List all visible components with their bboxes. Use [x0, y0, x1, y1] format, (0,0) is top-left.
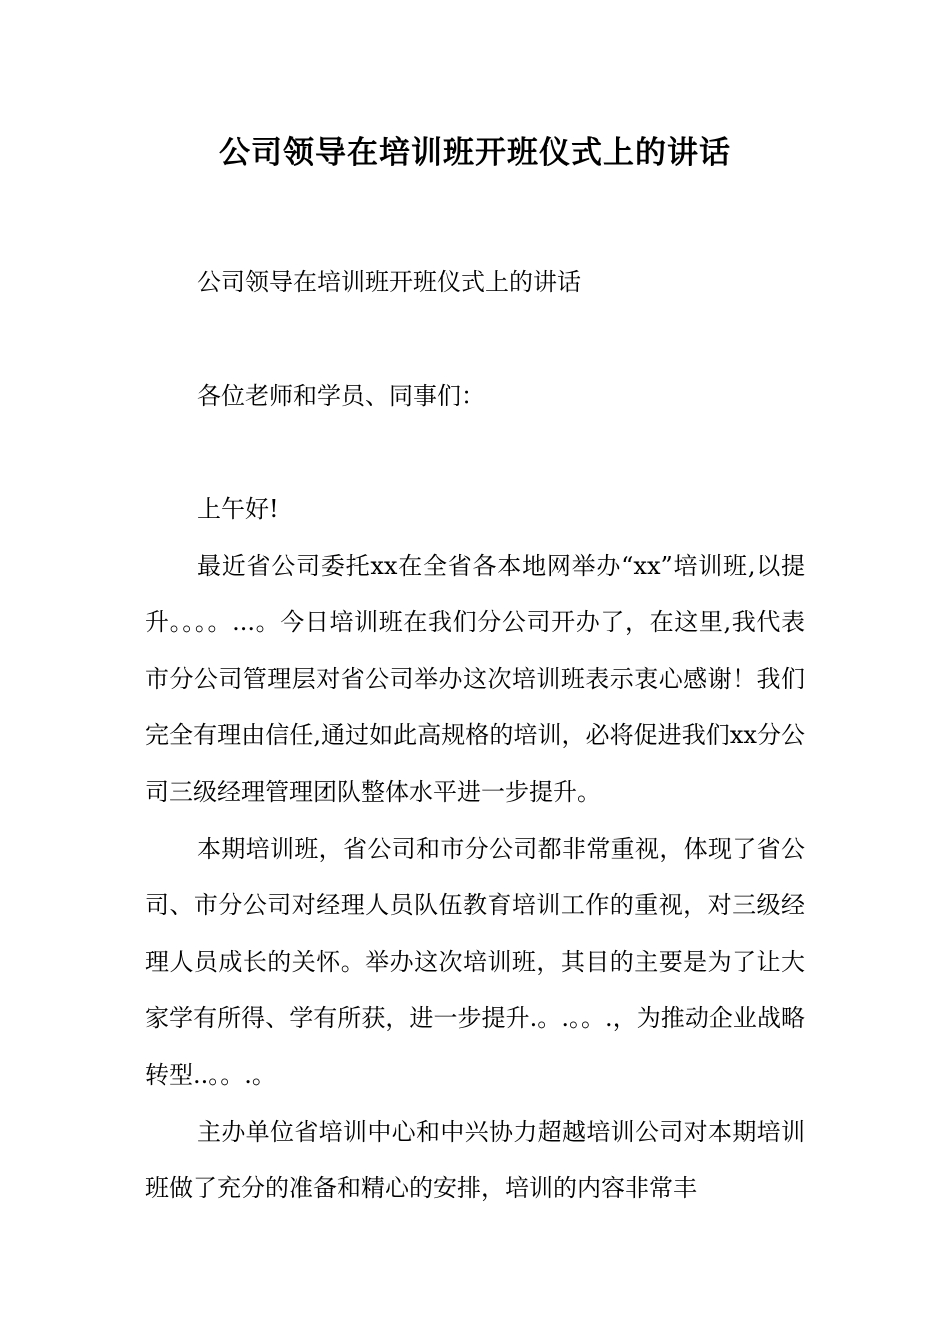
document-title: 公司领导在培训班开班仪式上的讲话	[219, 135, 731, 171]
paragraph-3: 主办单位省培训中心和中兴协力超越培训公司对本期培训班做了充分的准备和精心的安排，培训的内容非常丰	[145, 1117, 805, 1203]
body-text	[145, 481, 805, 1217]
document-subtitle	[145, 254, 805, 311]
paragraph-2: 本期培训班，省公司和市分公司都非常重视，体现了省公司、市分公司对经理人员队伍教育培训工作的重视，对三级经理人员成长的关怀。举办这次培训班，其目的主要是为了让大家学有所得、学有所获，进一步提升.。.。。.，为推动企业战略转型..。。.。	[145, 834, 805, 1089]
salutation-block	[145, 368, 805, 425]
paragraph-1: 最近省公司委托xx在全省各本地网举办“xx”培训班,以提升。。。。...。今日培训班在我们分公司开办了，在这里,我代表市分公司管理层对省公司举办这次培训班表示衷心感谢！我们完全有理由信任,通过如此高规格的培训，必将促进我们xx分公司三级经理管理团队整体水平进一步提升。	[145, 551, 805, 806]
salutation-line: 各位老师和学员、同事们：	[197, 382, 485, 410]
subtitle-line: 公司领导在培训班开班仪式上的讲话	[197, 268, 581, 296]
greeting-line: 上午好!	[197, 495, 279, 523]
